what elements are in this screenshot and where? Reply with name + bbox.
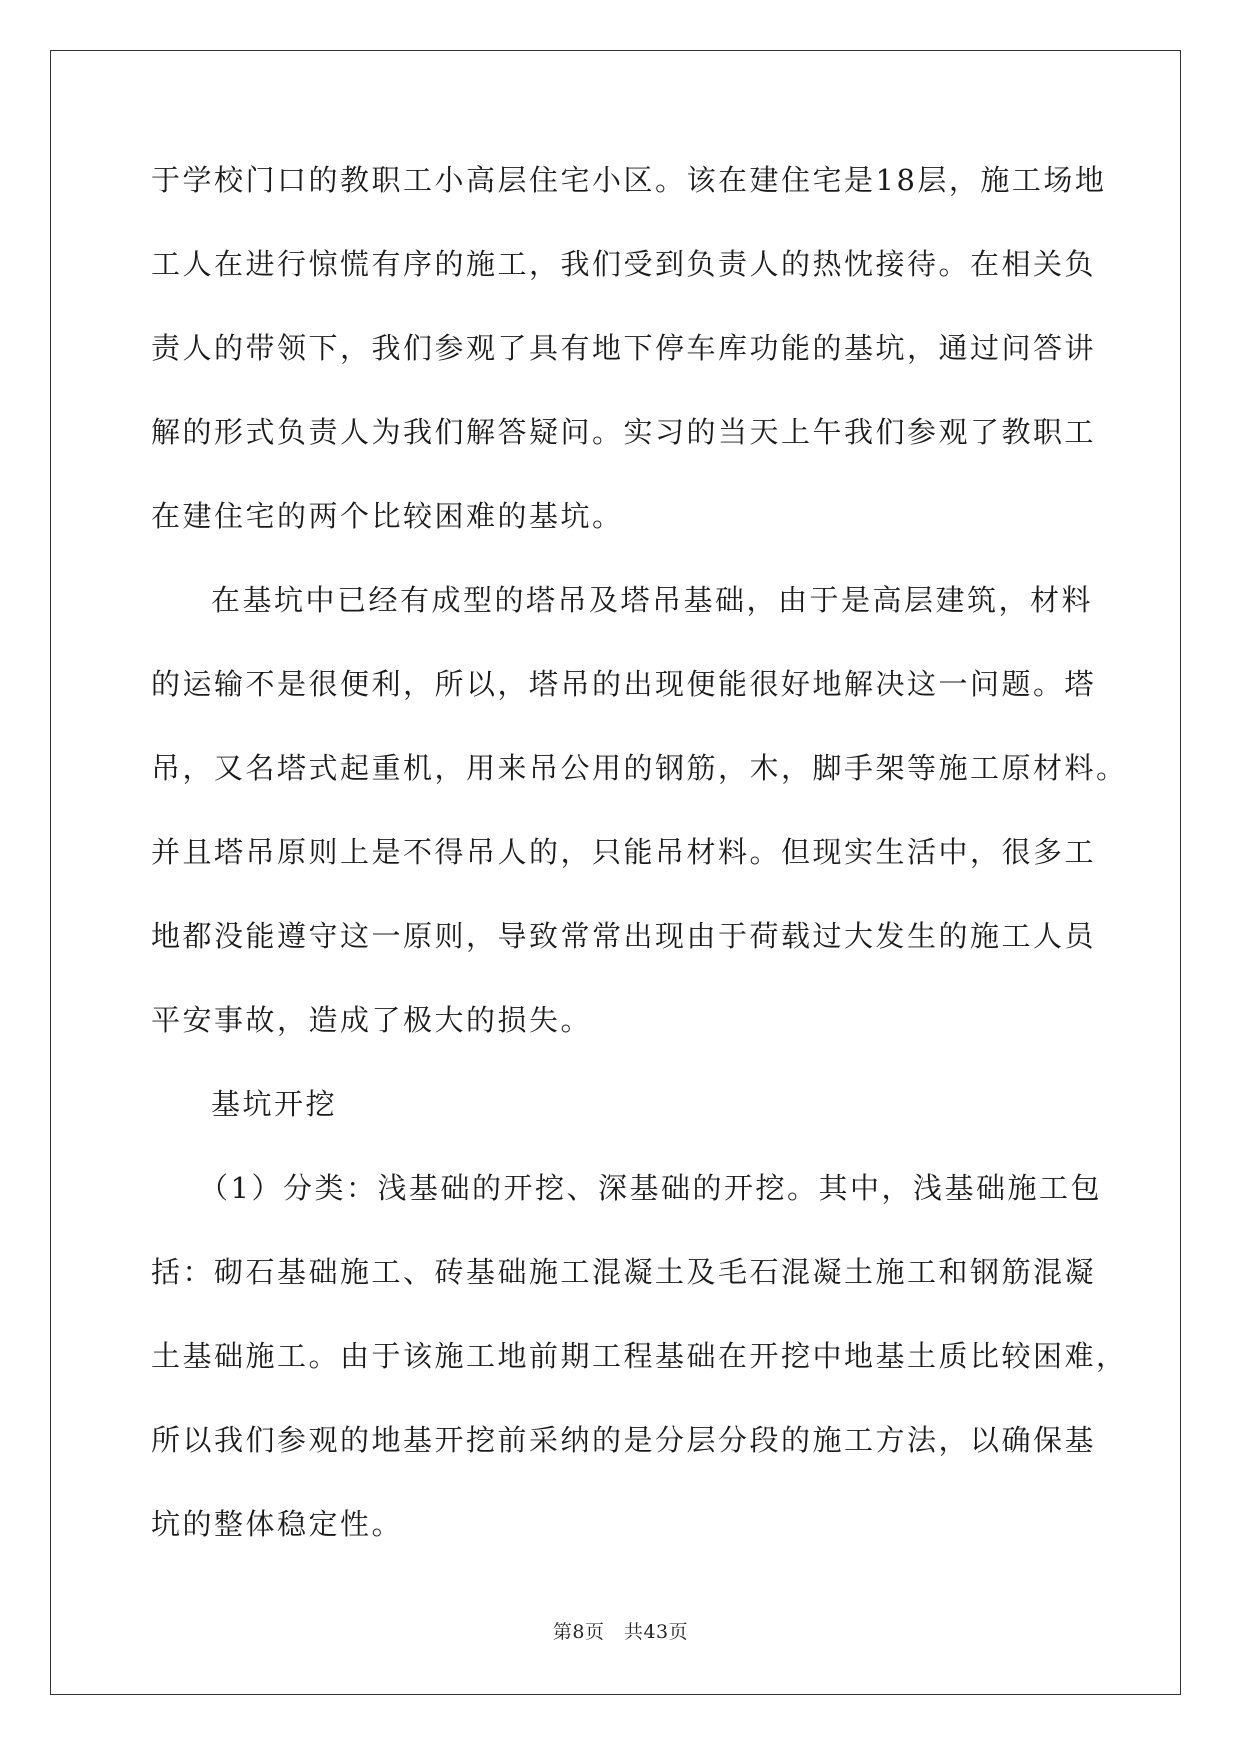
paragraph-line: 地都没能遵守这一原则，导致常常出现由于荷载过大发生的施工人员 [151, 919, 1097, 953]
paragraph-line: （1）分类：浅基础的开挖、深基础的开挖。其中，浅基础施工包 [199, 1171, 1102, 1205]
page-number-footer: 第8页 共43页 [552, 1621, 689, 1643]
paragraph-line: 括：砌石基础施工、砖基础施工混凝土及毛石混凝土施工和钢筋混凝 [151, 1255, 1097, 1289]
paragraph-line: 责人的带领下，我们参观了具有地下停车库功能的基坑，通过问答讲 [151, 331, 1097, 365]
paragraph-line: 坑的整体稳定性。 [151, 1507, 404, 1541]
paragraph-line: 土基础施工。由于该施工地前期工程基础在开挖中地基土质比较困难， [151, 1339, 1128, 1373]
paragraph-line: 并且塔吊原则上是不得吊人的，只能吊材料。但现实生活中，很多工 [151, 835, 1097, 869]
document-body [151, 160, 1128, 1588]
paragraph-line: 工人在进行惊慌有序的施工，我们受到负责人的热忱接待。在相关负 [151, 247, 1097, 281]
paragraph-line: 在基坑中已经有成型的塔吊及塔吊基础，由于是高层建筑，材料 [211, 583, 1094, 617]
paragraph-line: 所以我们参观的地基开挖前采纳的是分层分段的施工方法，以确保基 [151, 1423, 1097, 1457]
paragraph-line: 在建住宅的两个比较困难的基坑。 [151, 499, 624, 533]
paragraph-line: 吊，又名塔式起重机，用来吊公用的钢筋，木，脚手架等施工原材料。 [151, 751, 1128, 785]
section-heading: 基坑开挖 [211, 1087, 338, 1121]
paragraph-line: 解的形式负责人为我们解答疑问。实习的当天上午我们参观了教职工 [151, 415, 1097, 449]
paragraph-line: 的运输不是很便利，所以，塔吊的出现便能很好地解决这一问题。塔 [151, 667, 1097, 701]
paragraph-line: 于学校门口的教职工小高层住宅小区。该在建住宅是18层，施工场地 [151, 163, 1107, 197]
paragraph-line: 平安事故，造成了极大的损失。 [151, 1003, 593, 1037]
